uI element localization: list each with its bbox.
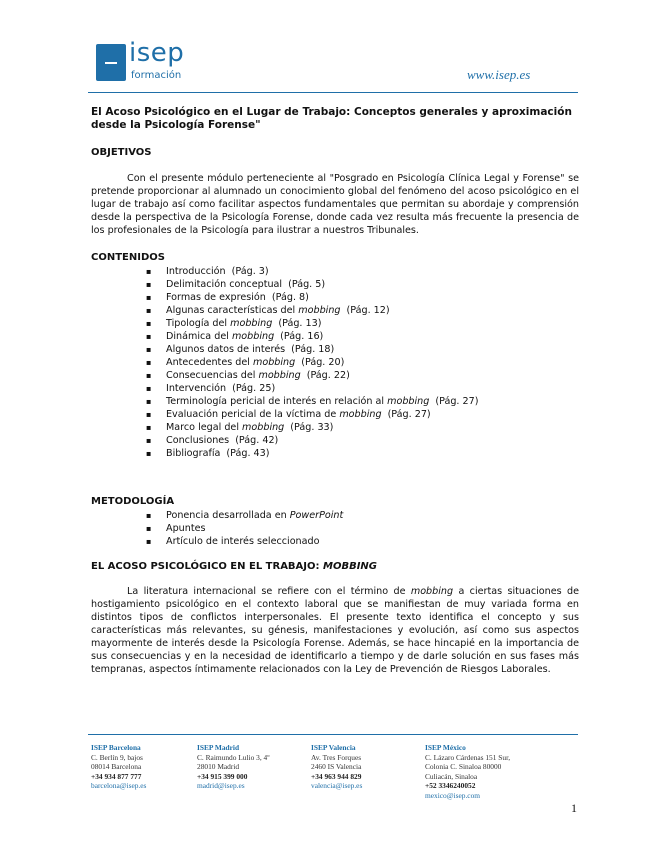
logo-subtitle: formación [131, 70, 182, 81]
office-address: 2460 IS Valencia [311, 762, 362, 771]
list-item-page: (Pág. 8) [271, 292, 309, 303]
metodologia-heading: METODOLOGÍA [91, 496, 175, 507]
office-address: C. Berlín 9, bajos [91, 752, 143, 762]
list-item-emphasis: mobbing [242, 422, 285, 433]
list-item-text: Formas de expresión [166, 292, 266, 303]
list-item-page: (Pág. 33) [290, 422, 334, 433]
list-item-page: (Pág. 27) [387, 409, 431, 420]
list-item [146, 434, 478, 447]
list-item [146, 509, 343, 522]
list-item-text: Delimitación conceptual [166, 279, 283, 290]
objetivos-text: Con el presente módulo perteneciente al "Posgrado en Psicología Clínica Legal y Forense" se pretende proporcionar al alumnado un conocimiento global del fenómeno del acoso psicológico en el lugar de trabajo así como facilitar aspectos fundamentales que permitan su abordaje y comprensión desde la perspectiva de la Psicología Forense, donde cada vez resulta más frecuente la presencia de los profesionales de la Psicología para ilustrar a nuestros Tribunales. [91, 173, 579, 236]
acoso-text-pre: La literatura internacional se refiere con el término de [127, 586, 411, 597]
office-phone: +52 3346240052 [425, 781, 476, 790]
list-item-text: Terminología pericial de interés en relación al [166, 396, 388, 407]
list-item [146, 291, 478, 304]
acoso-paragraph [91, 585, 579, 676]
office-phone: +34 963 944 829 [311, 771, 362, 781]
office-address: 28010 Madrid [197, 762, 240, 771]
office-name: ISEP Valencia [311, 743, 356, 752]
contenidos-list [146, 265, 478, 460]
list-item-text: Dinámica del [166, 331, 232, 342]
list-item-text: Conclusiones [166, 435, 230, 446]
list-item-text: Introducción [166, 266, 226, 277]
list-item-page: (Pág. 20) [301, 357, 345, 368]
list-item-page: (Pág. 27) [435, 396, 479, 407]
list-item-page: (Pág. 3) [231, 266, 269, 277]
list-item-text: Antecedentes del [166, 357, 253, 368]
list-item [146, 447, 478, 460]
office-phone: +34 915 399 000 [197, 771, 248, 781]
objetivos-paragraph [91, 172, 579, 237]
list-item [146, 535, 343, 548]
metodologia-list [146, 509, 343, 548]
office-name: ISEP Madrid [197, 743, 240, 752]
list-item-emphasis: mobbing [339, 409, 382, 420]
list-item-page: (Pág. 16) [280, 331, 324, 342]
list-item-page: (Pág. 12) [346, 305, 390, 316]
acoso-text-emphasis: mobbing [410, 586, 454, 597]
office-address: C. Lázaro Cárdenas 151 Sur, [425, 752, 511, 762]
list-item-text: Evaluación pericial de la víctima de [166, 409, 340, 420]
list-item [146, 278, 478, 291]
page-number: 1 [571, 801, 577, 815]
office-address: Colonia C. Sinaloa 80000 [425, 762, 502, 771]
list-item [146, 382, 478, 395]
office-address: C. Raimundo Lulio 3, 4º [197, 752, 270, 762]
list-item [146, 408, 478, 421]
list-item [146, 317, 478, 330]
contenidos-heading: CONTENIDOS [91, 252, 165, 263]
list-item [146, 421, 478, 434]
list-item-text: Bibliografía [166, 448, 221, 459]
list-item-text: Marco legal del [166, 422, 243, 433]
list-item-page: (Pág. 43) [226, 448, 270, 459]
list-item [146, 522, 343, 535]
website-link[interactable]: www.isep.es [467, 67, 531, 82]
isep-logo [96, 38, 206, 88]
list-item-emphasis: mobbing [252, 357, 296, 368]
office-name: ISEP Barcelona [91, 743, 141, 752]
document-title: El Acoso Psicológico en el Lugar de Trabajo: Conceptos generales y aproximación desde la Psicología Forense" [91, 106, 572, 131]
office-address: 08014 Barcelona [91, 762, 142, 771]
list-item-text: Consecuencias del [166, 370, 259, 381]
list-item-text: Intervención [166, 383, 227, 394]
list-item-emphasis: PowerPoint [289, 510, 344, 521]
list-item-emphasis: mobbing [231, 331, 275, 342]
list-item-emphasis: mobbing [230, 318, 273, 329]
footer-office [197, 743, 270, 791]
list-item-text: Tipología del [166, 318, 231, 329]
office-address: Culiacán, Sinaloa [425, 771, 478, 781]
acoso-heading-text: EL ACOSO PSICOLÓGICO EN EL TRABAJO: [91, 561, 323, 572]
objetivos-heading: OBJETIVOS [91, 147, 152, 158]
office-email[interactable]: madrid@isep.es [197, 781, 245, 790]
logo-mark-icon [96, 44, 126, 81]
office-email[interactable]: mexico@isep.com [425, 790, 481, 800]
list-item-emphasis: mobbing [258, 370, 301, 381]
list-item-page: (Pág. 22) [306, 370, 350, 381]
footer-divider [88, 734, 578, 735]
list-item-text: Algunas características del [166, 305, 299, 316]
list-item-text: Apuntes [166, 523, 206, 534]
list-item [146, 265, 478, 278]
list-item [146, 356, 478, 369]
list-item-text: Artículo de interés seleccionado [166, 536, 320, 547]
list-item [146, 395, 478, 408]
list-item-page: (Pág. 5) [288, 279, 326, 290]
header-divider [88, 92, 578, 93]
list-item-text: Ponencia desarrollada en [166, 510, 290, 521]
list-item-page: (Pág. 18) [291, 344, 335, 355]
list-item-emphasis: mobbing [298, 305, 341, 316]
office-email[interactable]: barcelona@isep.es [91, 781, 147, 790]
list-item-page: (Pág. 13) [278, 318, 322, 329]
office-name: ISEP México [425, 743, 466, 752]
office-address: Av. Tres Forques [311, 752, 362, 762]
footer-office [425, 743, 510, 800]
list-item-text: Algunos datos de interés [166, 344, 286, 355]
acoso-heading-emphasis: MOBBING [323, 561, 377, 572]
list-item [146, 304, 478, 317]
office-email[interactable]: valencia@isep.es [311, 781, 363, 790]
list-item-page: (Pág. 42) [235, 435, 279, 446]
acoso-text-post: a ciertas situaciones de hostigamiento psicológico en el contexto laboral que se manifiestan de muy variada forma en distintos tipos de conflictos interpersonales. El presente texto identifica el concepto y sus características más relevantes, su génesis, manifestaciones y evolución, así como sus aspectos mayormente de interés desde la Psicología Forense. Además, se hace hincapié en la importancia de sus consecuencias y en la necesidad de identificarlo a tiempo y de darle solución en sus fases más tempranas, aspectos íntimamente relacionados con la Ley de Prevención de Riesgos Laborales. [91, 586, 579, 675]
acoso-heading [91, 561, 377, 572]
list-item [146, 330, 478, 343]
list-item-page: (Pág. 25) [232, 383, 276, 394]
list-item-emphasis: mobbing [387, 396, 430, 407]
logo-name: isep [129, 38, 185, 68]
list-item [146, 343, 478, 356]
list-item [146, 369, 478, 382]
office-phone: +34 934 877 777 [91, 771, 142, 781]
footer-office [91, 743, 146, 791]
footer-office [311, 743, 362, 791]
